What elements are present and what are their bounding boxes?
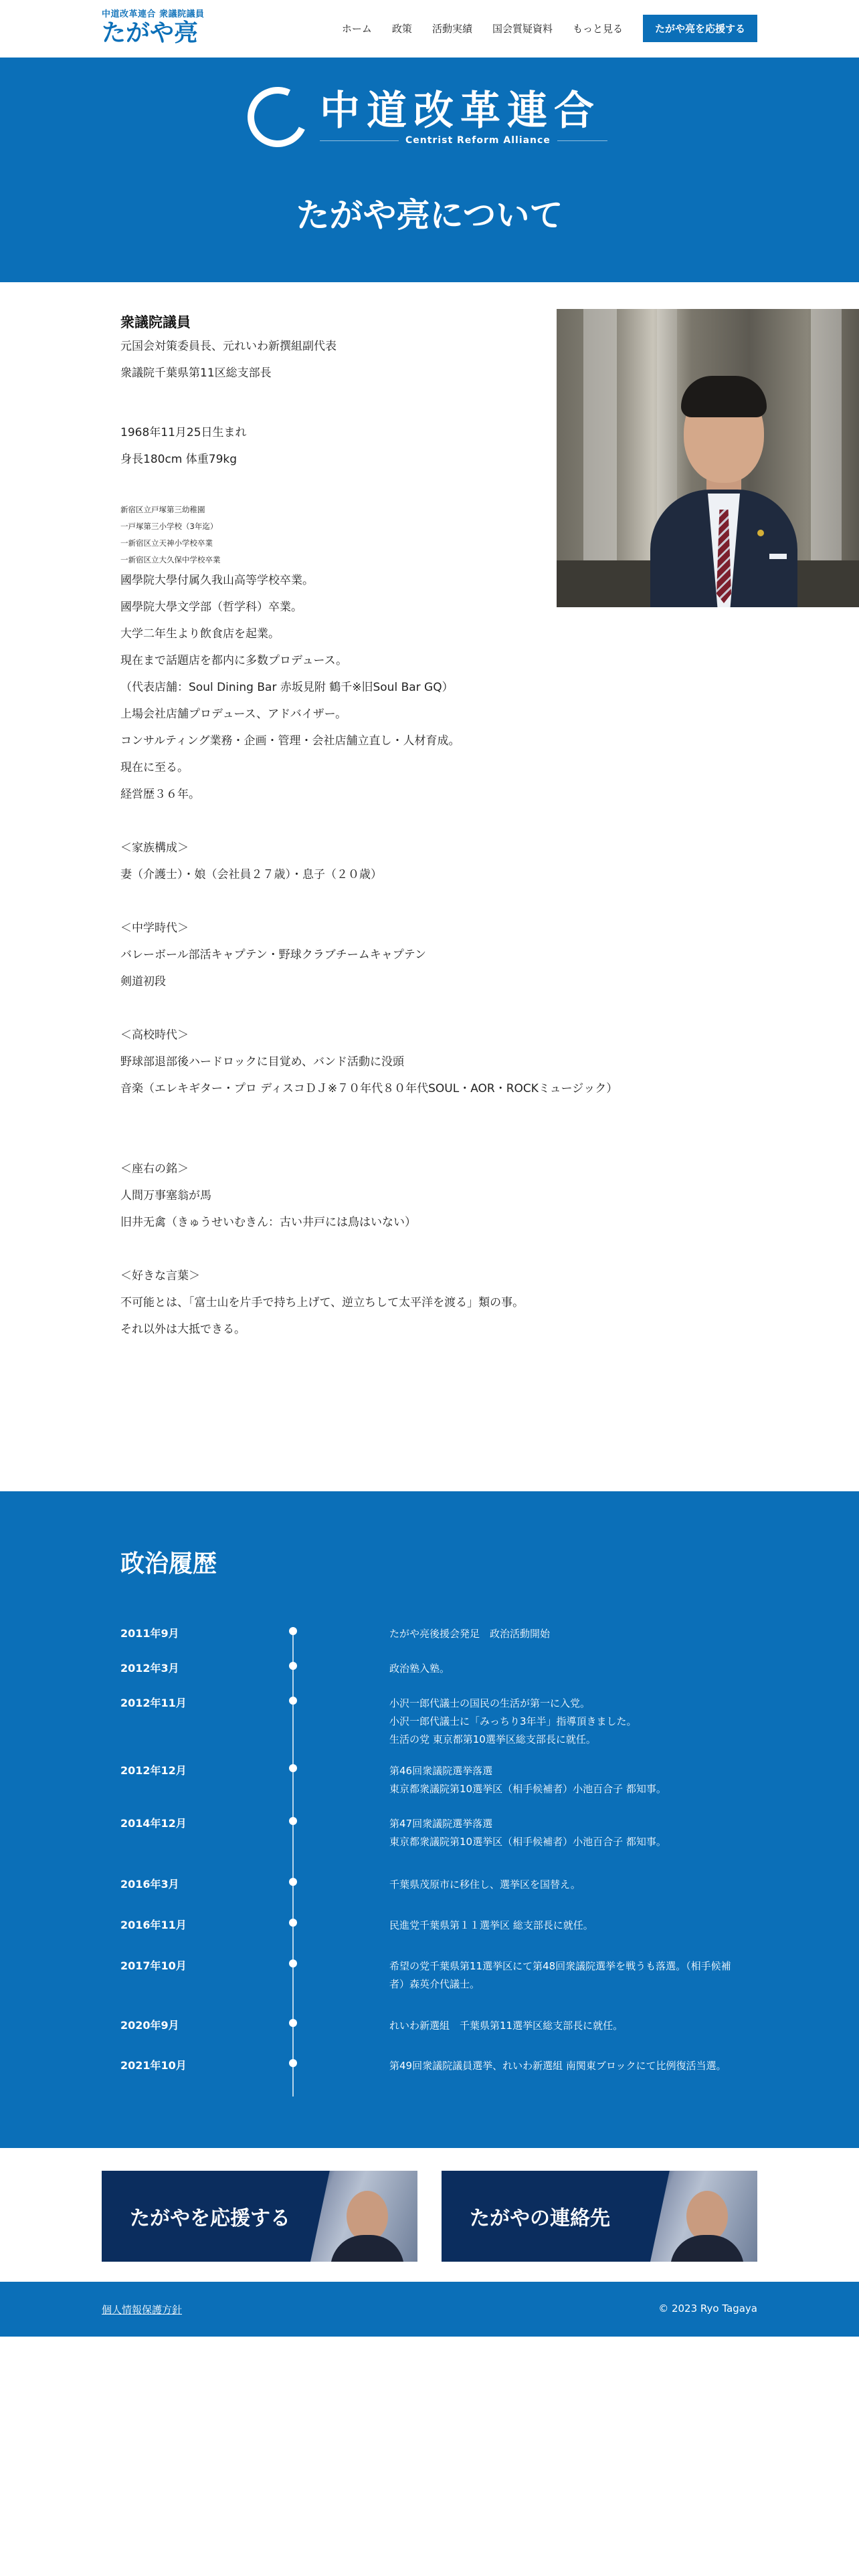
timeline-dot-icon bbox=[289, 1627, 297, 1635]
profile-birthdate: 1968年11月25日生まれ bbox=[120, 426, 247, 439]
timeline-text: 民進党千葉県第１１選挙区 総支部長に就任。 bbox=[389, 1919, 593, 1931]
motto-text: 旧井无禽（きゅうせいむきん：古い井戸には鳥はいない） bbox=[120, 1216, 416, 1229]
hero-banner bbox=[0, 58, 859, 282]
profile-motto bbox=[120, 1156, 549, 1236]
motto-heading: ＜座右の銘＞ bbox=[120, 1162, 189, 1176]
timeline-text: 第49回衆議院議員選挙、れいわ新選組 南関東ブロックにて比例復活当選。 bbox=[389, 2060, 727, 2072]
nav-item-policy[interactable]: 政策 bbox=[391, 23, 412, 35]
junior-high-heading: ＜中学時代＞ bbox=[120, 922, 189, 935]
site-header bbox=[0, 0, 859, 58]
timeline-date: 2016年11月 bbox=[120, 1919, 187, 1931]
career-item: 現在まで話題店を都内に多数プロデュース。 bbox=[120, 654, 348, 667]
party-logo bbox=[248, 87, 611, 156]
timeline-date: 2020年9月 bbox=[120, 2019, 179, 2032]
timeline-text: 希望の党千葉県第11選挙区にて第48回衆議院選挙を戦うも落選。（相手候補者）森英介代議士。 bbox=[389, 1960, 731, 1990]
copyright: © 2023 Ryo Tagaya bbox=[658, 2302, 757, 2315]
high-school-heading: ＜高校時代＞ bbox=[120, 1029, 189, 1042]
favorite-text: それ以外は大抵できる。 bbox=[120, 1323, 246, 1336]
school-item: 一新宿区立天神小学校卒業 bbox=[120, 538, 213, 548]
contact-banner-label: たがやの連絡先 bbox=[470, 2207, 610, 2230]
history-title: 政治履歴 bbox=[120, 1550, 217, 1578]
site-footer bbox=[0, 2282, 859, 2337]
nav-item-more[interactable]: もっと見る bbox=[572, 23, 623, 35]
profile-favorite bbox=[120, 1263, 549, 1343]
timeline-text: 小沢一郎代議士の国民の生活が第一に入党。 小沢一郎代議士に「みっちり3年半」指導頂きました。 生活の党 東京都第10選挙区総支部長に就任。 bbox=[389, 1697, 637, 1745]
profile-family bbox=[120, 835, 549, 888]
career-item: 大学二年生より飲食店を起業。 bbox=[120, 627, 280, 641]
profile-title: 衆議院議員 bbox=[120, 314, 191, 330]
profile-birth bbox=[120, 419, 549, 473]
junior-high-text: バレーボール部活キャプテン・野球クラブチームキャプテン bbox=[120, 948, 426, 962]
privacy-policy-link[interactable]: 個人情報保護方針 bbox=[102, 2304, 183, 2316]
brand-name: たがや亮 bbox=[102, 19, 199, 47]
high-school-text: 野球部退部後ハードロックに目覚め、バンド活動に没頭 bbox=[120, 1055, 404, 1069]
timeline-date: 2021年10月 bbox=[120, 2059, 187, 2072]
family-heading: ＜家族構成＞ bbox=[120, 841, 189, 855]
contact-banner[interactable] bbox=[442, 2171, 757, 2262]
nav-item-activities[interactable]: 活動実績 bbox=[432, 23, 472, 35]
timeline-date: 2016年3月 bbox=[120, 1878, 179, 1891]
timeline-date: 2012年3月 bbox=[120, 1662, 179, 1675]
school-item: 一戸塚第三小学校（3年迄） bbox=[120, 522, 218, 531]
family-text: 妻（介護士）・娘（会社員２７歳）・息子（２０歳） bbox=[120, 868, 382, 881]
candidate-photo bbox=[310, 2171, 417, 2262]
main-nav bbox=[342, 15, 757, 42]
career-item: 現在に至る。 bbox=[120, 761, 189, 774]
support-cta-button[interactable]: たがや亮を応援する bbox=[643, 15, 757, 42]
motto-text: 人間万事塞翁が馬 bbox=[120, 1189, 211, 1202]
support-banner-label: たがやを応援する bbox=[130, 2207, 290, 2230]
support-banner[interactable] bbox=[102, 2171, 417, 2262]
high-school-text: 音楽（エレキギター・プロ ディスコＤＪ※７０年代８０年代SOUL・AOR・ROCKミュージック） bbox=[120, 1082, 618, 1095]
timeline-date: 2012年12月 bbox=[120, 1764, 187, 1777]
timeline-date: 2011年9月 bbox=[120, 1627, 179, 1640]
timeline-text: れいわ新選組 千葉県第11選挙区総支部長に就任。 bbox=[389, 2020, 624, 2032]
brand-subtitle: 中道改革連合 衆議院議員 bbox=[102, 9, 205, 19]
school-item: 新宿区立戸塚第三幼稚園 bbox=[120, 505, 205, 514]
timeline-text: 政治塾入塾。 bbox=[389, 1662, 450, 1675]
career-item: 経営歴３６年。 bbox=[120, 788, 200, 801]
profile-intro bbox=[120, 312, 549, 387]
timeline-date: 2014年12月 bbox=[120, 1817, 187, 1830]
timeline-date: 2017年10月 bbox=[120, 1959, 187, 1972]
profile-role: 元国会対策委員長、元れいわ新撰組副代表 bbox=[120, 340, 337, 353]
party-name: 中道改革連合 bbox=[320, 88, 601, 134]
political-history-section bbox=[0, 1491, 859, 2148]
school-item: 一新宿区立大久保中学校卒業 bbox=[120, 555, 221, 564]
profile-high-school bbox=[120, 1022, 649, 1102]
timeline-dot-icon bbox=[289, 2059, 297, 2067]
profile-junior-high bbox=[120, 915, 549, 995]
favorite-text: 不可能とは、「富士山を片手で持ち上げて、逆立ちして太平洋を渡る」類の事。 bbox=[120, 1296, 524, 1309]
site-logo[interactable] bbox=[102, 7, 205, 47]
timeline-dot-icon bbox=[289, 2019, 297, 2027]
timeline-dot-icon bbox=[289, 1878, 297, 1886]
page-title: たがや亮について bbox=[296, 196, 563, 235]
timeline-text: 第46回衆議院選挙落選 東京都衆議院第10選挙区（相手候補者）小池百合子 都知事。 bbox=[389, 1765, 666, 1795]
nav-item-diet-materials[interactable]: 国会質疑資料 bbox=[492, 23, 553, 35]
timeline-date: 2012年11月 bbox=[120, 1697, 187, 1709]
timeline-dot-icon bbox=[289, 1662, 297, 1670]
timeline-dot-icon bbox=[289, 1817, 297, 1825]
timeline-dot-icon bbox=[289, 1764, 297, 1772]
candidate-photo bbox=[650, 2171, 757, 2262]
career-item: （代表店舗：Soul Dining Bar 赤坂見附 鶴千※旧Soul Bar GQ） bbox=[120, 681, 454, 694]
junior-high-text: 剣道初段 bbox=[120, 975, 166, 988]
career-item: 上場会社店舗プロデュース、アドバイザー。 bbox=[120, 708, 347, 721]
profile-photo bbox=[557, 309, 859, 607]
timeline-dot-icon bbox=[289, 1919, 297, 1927]
timeline-text: 第47回衆議院選挙落選 東京都衆議院第10選挙区（相手候補者）小池百合子 都知事。 bbox=[389, 1818, 666, 1848]
favorite-heading: ＜好きな言葉＞ bbox=[120, 1269, 200, 1283]
party-emblem-icon bbox=[239, 78, 316, 155]
timeline-text: たがや亮後援会発足 政治活動開始 bbox=[389, 1628, 551, 1640]
profile-role: 衆議院千葉県第11区総支部長 bbox=[120, 366, 272, 380]
career-item: 國學院大學文学部（哲学科）卒業。 bbox=[120, 601, 302, 614]
timeline-dot-icon bbox=[289, 1697, 297, 1705]
profile-schools bbox=[120, 502, 549, 568]
banner-links bbox=[102, 2171, 757, 2262]
party-english-name: Centrist Reform Alliance bbox=[399, 135, 557, 146]
career-item: コンサルティング業務・企画・管理・会社店舗立直し・人材育成。 bbox=[120, 734, 460, 748]
nav-item-home[interactable]: ホーム bbox=[341, 23, 372, 35]
profile-body: 身長180cm 体重79kg bbox=[120, 453, 237, 466]
career-item: 國學院大學付属久我山高等学校卒業。 bbox=[120, 574, 314, 587]
timeline-text: 千葉県茂原市に移住し、選挙区を国替え。 bbox=[389, 1879, 581, 1891]
profile-career bbox=[120, 567, 656, 808]
timeline-dot-icon bbox=[289, 1959, 297, 1967]
